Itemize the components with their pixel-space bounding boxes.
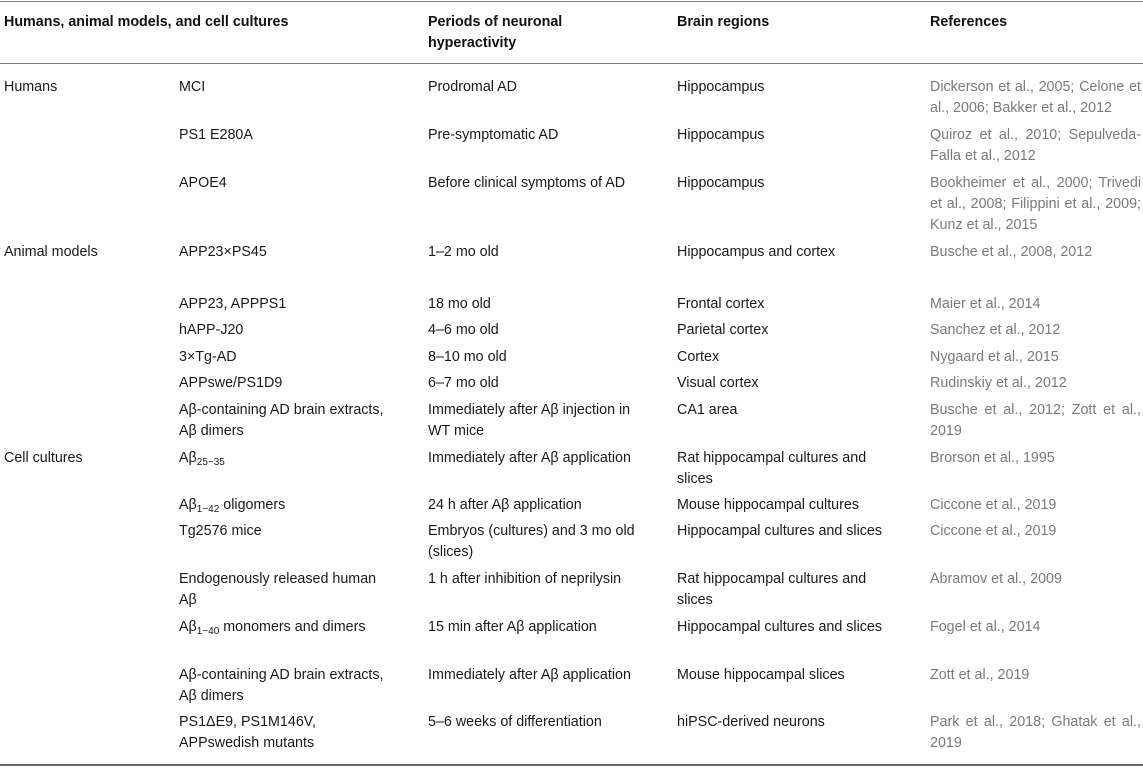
row-references: Busche et al., 2008, 2012 [930, 244, 1093, 260]
row-region: Hippocampus [677, 79, 765, 95]
row-region: Visual cortex [677, 375, 759, 391]
row-period: Embryos (cultures) and 3 mo old (slices) [428, 523, 635, 560]
row-period: Before clinical symptoms of AD [428, 175, 626, 191]
row-references: Dickerson et al., 2005; Celone et al., 2006; Bakker et al., 2012 [930, 79, 1141, 116]
row-references: Fogel et al., 2014 [930, 619, 1041, 635]
row-period: Prodromal AD [428, 79, 517, 95]
row-references: Rudinskiy et al., 2012 [930, 375, 1067, 391]
header-subjects: Humans, animal models, and cell cultures [4, 14, 289, 30]
row-references: Quiroz et al., 2010; Sepulveda-Falla et al., 2012 [930, 127, 1141, 164]
row-region: Frontal cortex [677, 296, 765, 312]
row-period: 1 h after inhibition of neprilysin [428, 571, 622, 587]
header-rule [0, 63, 1143, 64]
row-period: 4–6 mo old [428, 322, 499, 338]
row-subject: PS1ΔE9, PS1M146V, APPswedish mutants [179, 714, 316, 751]
row-region: Hippocampal cultures and slices [677, 523, 883, 539]
row-region: Hippocampus and cortex [677, 244, 836, 260]
row-references: Nygaard et al., 2015 [930, 349, 1059, 365]
row-subject: APOE4 [179, 175, 227, 191]
header-references: References [930, 14, 1008, 30]
row-references: Busche et al., 2012; Zott et al., 2019 [930, 402, 1141, 439]
row-references: Brorson et al., 1995 [930, 450, 1055, 466]
row-subject: $A\beta_{25-35}$ [179, 450, 225, 468]
row-region: Cortex [677, 349, 720, 365]
row-subject: hAPP-J20 [179, 322, 244, 338]
row-subject: Aβ-containing AD brain extracts, Aβ dimers [179, 667, 384, 704]
row-period: 15 min after Aβ application [428, 619, 597, 635]
row-period: Immediately after Aβ injection in WT mice [428, 402, 631, 439]
row-subject: $A\beta_{1-40}$ monomers and dimers [179, 619, 366, 637]
row-period: Immediately after Aβ application [428, 667, 631, 683]
row-subject: Endogenously released human Aβ [179, 571, 377, 608]
row-region: Mouse hippocampal cultures [677, 497, 859, 513]
row-references: Sanchez et al., 2012 [930, 322, 1061, 338]
row-region: Hippocampus [677, 127, 765, 143]
row-group-label: Cell cultures [4, 450, 83, 466]
row-subject: $A\beta_{1-42}$ oligomers [179, 497, 286, 515]
row-period: 24 h after Aβ application [428, 497, 582, 513]
row-period: 8–10 mo old [428, 349, 507, 365]
row-references: Maier et al., 2014 [930, 296, 1041, 312]
row-references: Abramov et al., 2009 [930, 571, 1062, 587]
row-region: Hippocampal cultures and slices [677, 619, 883, 635]
row-region: Rat hippocampal cultures and slices [677, 450, 867, 487]
row-period: Immediately after Aβ application [428, 450, 631, 466]
row-references: Ciccone et al., 2019 [930, 497, 1057, 513]
row-subject: Tg2576 mice [179, 523, 262, 539]
row-region: CA1 area [677, 402, 738, 418]
row-subject: APP23×PS45 [179, 244, 267, 260]
row-period: Pre-symptomatic AD [428, 127, 559, 143]
row-region: Hippocampus [677, 175, 765, 191]
table-bottom-rule [0, 764, 1143, 766]
table-top-rule [0, 1, 1143, 2]
row-period: 1–2 mo old [428, 244, 499, 260]
row-subject: Aβ-containing AD brain extracts, Aβ dimers [179, 402, 384, 439]
row-region: Parietal cortex [677, 322, 769, 338]
row-period: 18 mo old [428, 296, 491, 312]
row-region: Rat hippocampal cultures and slices [677, 571, 867, 608]
row-subject: APPswe/PS1D9 [179, 375, 283, 391]
header-periods: Periods of neuronal hyperactivity [428, 14, 563, 51]
row-references: Zott et al., 2019 [930, 667, 1030, 683]
row-subject: 3×Tg-AD [179, 349, 237, 365]
row-region: Mouse hippocampal slices [677, 667, 845, 683]
row-subject: MCI [179, 79, 206, 95]
row-region: hiPSC-derived neurons [677, 714, 825, 730]
row-period: 6–7 mo old [428, 375, 499, 391]
row-subject: PS1 E280A [179, 127, 253, 143]
row-references: Bookheimer et al., 2000; Trivedi et al., 2008; Filippini et al., 2009; Kunz et al., 2015 [930, 175, 1141, 233]
row-group-label: Animal models [4, 244, 98, 260]
row-period: 5–6 weeks of differentiation [428, 714, 602, 730]
row-group-label: Humans [4, 79, 58, 95]
row-subject: APP23, APPPS1 [179, 296, 287, 312]
row-references: Ciccone et al., 2019 [930, 523, 1057, 539]
header-regions: Brain regions [677, 14, 770, 30]
row-references: Park et al., 2018; Ghatak et al., 2019 [930, 714, 1141, 751]
